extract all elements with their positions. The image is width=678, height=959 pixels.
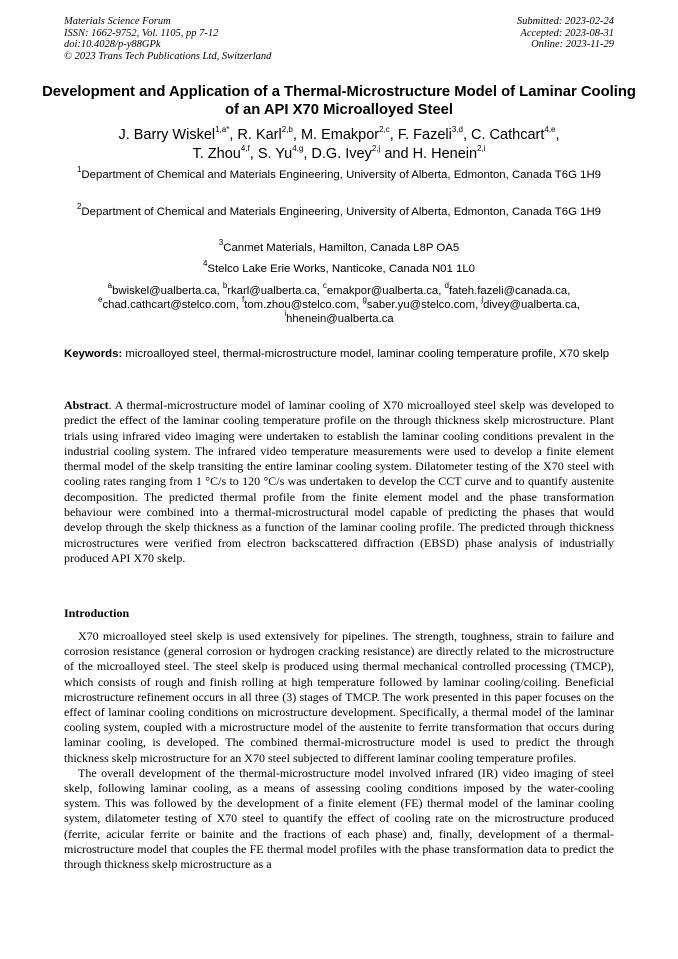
author-name: C. Cathcart [471,127,545,143]
email-sup: d [444,281,449,291]
email-list: $^a$bwiskel@ualberta.ca, $^b$rkarl@ualberta.ca, $^c$emakpor@ualberta.ca, $^d$fateh.fazeli@canada.ca, $^e$chad.cathcart@stelco.com, $^f$tom.zhou@stelco.com, $^g$saber.yu@stelco.com, $^j$divey@ualberta.ca, $^i$hhenein@ualberta.ca [97,281,581,325]
author-list: J. Barry Wiskel$^{1,a*}$, R. Karl$^{2,b}$, M. Emakpor$^{2,c}$, F. Fazeli$^{3,d}$, C. Cathcart$^{4,e}$, T. Zhou$^{4,f}$, S. Yu$^{4,g}$, D.G. Ivey$^{2,j}$ and H. Henein$^{2,i}$ [118,125,560,162]
author-sup: 2,c [379,125,390,135]
abstract-section [64,398,614,566]
email-link[interactable]: saber.yu@stelco.com [366,299,476,311]
affiliation-text: Department of Chemical and Materials Engineering, University of Alberta, Edmonton, Canada T6G 1H9 [81,169,602,181]
author-sup: 3,d [451,125,463,135]
author-sup: 4,e [544,125,556,135]
online-date: Online: 2023-11-29 [531,39,614,51]
affiliation-text: Canmet Materials, Hamilton, Canada L8P OA5 [223,242,460,254]
affiliation-2 [52,202,626,219]
affiliation-sup: 3 [218,238,224,248]
author-name: D.G. Ivey [311,146,372,162]
journal-name: Materials Science Forum [64,16,171,27]
email-sup: b [222,281,228,291]
introduction-paragraph: X70 microalloyed steel skelp is used extensively for pipelines. The strength, toughness, strain to failure and corrosion resistance (general corrosion or hydrogen cracking resistance) are directly related to the microstructure of the microalloyed steel. The steel skelp is produced using thermal mechanical controlled processing (TMCP), which consists of rough and finish rolling at high temperature followed by laminar cooling/coiling. Beneficial microstructure refinement occurs in all three (3) stages of TMCP. The work presented in this paper focuses on the effect of laminar cooling conditions on microstructure development. Specifically, a thermal model of the laminar cooling system, coupled with a microstructure model of the austenite to ferrite transformation that occurs during laminar cooling, is developed. The combined thermal-microstructure model is used to predict the through thickness skelp microstructure for an X70 steel subjected to different laminar cooling temperature profiles. [64,629,614,765]
author-sup: 2,j [371,144,381,154]
affiliation-sup: 4 [202,259,208,269]
author-name: H. Henein [412,146,478,162]
author-sup: 4,g [292,144,304,154]
author-name: R. Karl [237,127,282,143]
author-name: F. Fazeli [397,127,452,143]
email-link[interactable]: tom.zhou@stelco.com [244,299,357,311]
email-sup: g [362,295,367,305]
affiliation-text: Department of Chemical and Materials Engineering, University of Alberta, Edmonton, Canada T6G 1H9 [81,206,602,218]
email-sup: c [322,281,327,291]
email-link[interactable]: divey@ualberta.ca [483,299,577,311]
author-sup: 1,a* [215,125,230,135]
author-sup: 2,i [477,144,486,154]
author-sup: 2,b [281,125,293,135]
email-link[interactable]: bwiskel@ualberta.ca [112,285,217,297]
email-link[interactable]: emakpor@ualberta.ca [326,285,439,297]
author-sup: 4,f [240,144,250,154]
submitted-date: Submitted: 2023-02-24 [516,16,614,27]
submission-dates [517,16,614,51]
email-link[interactable]: rkarl@ualberta.ca [227,285,317,297]
email-link[interactable]: fateh.fazeli@canada.ca [448,285,568,297]
journal-info [64,16,271,62]
affiliation-sup: 1 [76,165,82,175]
affiliation-1 [52,165,626,182]
email-link[interactable]: hhenein@ualberta.ca [286,313,394,325]
copyright-line: © 2023 Trans Tech Publications Ltd, Switzerland [64,50,272,62]
accepted-date: Accepted: 2023-08-31 [520,27,614,39]
author-name: J. Barry Wiskel [118,127,216,143]
affiliation-text: Stelco Lake Erie Works, Nanticoke, Canada N01 1L0 [207,263,476,275]
author-name: S. Yu [257,146,293,162]
email-sup: e [97,295,103,305]
email-sup: i [284,309,287,319]
affiliation-sup: 2 [76,202,82,212]
keywords-section [64,347,614,361]
email-link[interactable]: chad.cathcart@stelco.com [102,299,236,311]
introduction-heading: Introduction [64,606,130,620]
author-name: T. Zhou [192,146,241,162]
introduction-body [64,629,614,872]
email-sup: a [107,281,113,291]
paper-title: Development and Application of a Thermal-Microstructure Model of Laminar Cooling of an API X70 Microalloyed Steel [42,84,636,118]
introduction-paragraph: The overall development of the thermal-microstructure model involved infrared (IR) video imaging of steel skelp, following laminar cooling, as a means of assessing cooling conditions imposed by the water-cooling system. This was followed by the development of a finite element (FE) thermal model of the laminar cooling system, dilatometer testing of X70 steel to quantify the effect of cooling rate on the microstructure produced (ferrite, acicular ferrite or bainite and the fractions of each phase) and, finally, development of a thermal-microstructure model that couples the FE thermal model profiles with the phase transformation data to predict the through thickness skelp microstructure as a [64,765,614,872]
affiliation-4 [52,259,626,276]
abstract-label: Abstract [64,398,109,412]
doi-line: doi:10.4028/p-y88GPk [64,39,161,51]
issn-line: ISSN: 1662-9752, Vol. 1105, pp 7-12 [64,27,219,39]
email-sup: j [481,295,484,305]
keywords-text: microalloyed steel, thermal-microstructure model, laminar cooling temperature profile, X70 skelp [125,348,610,360]
email-sup: f [242,295,245,305]
abstract-text: . A thermal-microstructure model of laminar cooling of X70 microalloyed steel skelp was developed to predict the effect of the laminar cooling temperature profile on the through thickness skelp microstructure. Plant trials using infrared video imaging were undertaken to establish the laminar cooling conditions prevalent in the industrial cooling system. The infrared video temperature measurements were used to develop a finite element thermal model of the skelp transiting the entire laminar cooling system. Dilatometer testing of the X70 steel with cooling rates ranging from 1 °C/s to 120 °C/s was undertaken to develop the CCT curve and to quantify austenite decomposition. The predicted thermal profile from the finite element model and the phase transformation behaviour were combined into a thermal-microstructural model capable of predicting the phases that would develop through the skelp thickness as a function of the laminar cooling profile. The predicted through thickness microstructures were verified from electron backscattered diffraction (EBSD) phase analysis of industrially produced API X70 skelp. [64,398,614,565]
affiliation-3 [52,238,626,255]
author-name: M. Emakpor [300,127,380,143]
keywords-label: Keywords: [64,348,123,360]
